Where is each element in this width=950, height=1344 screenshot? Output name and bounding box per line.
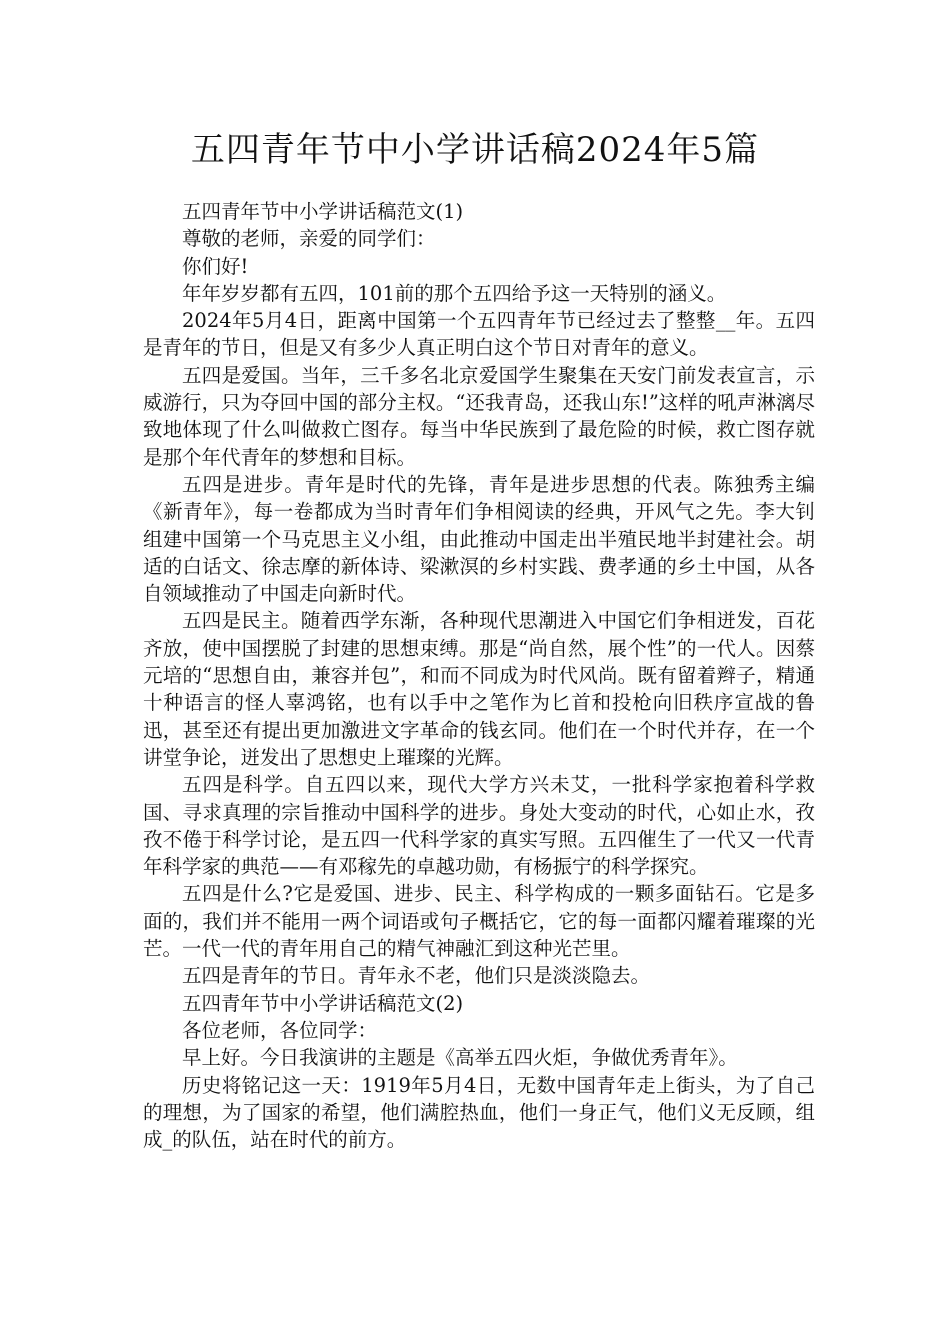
paragraph: 历史将铭记这一天：1919年5月4日，无数中国青年走上街头，为了自己的理想，为了国家的希望，他们满腔热血，他们一身正气，他们义无反顾，组成_的队伍，站在时代的前方。 [143, 1073, 815, 1152]
paragraph: 五四是青年的节日。青年永不老，他们只是淡淡隐去。 [182, 964, 651, 988]
paragraph: 早上好。今日我演讲的主题是《高举五四火炬，争做优秀青年》。 [182, 1046, 738, 1070]
greeting: 你们好! [182, 254, 249, 278]
paragraph: 五四是民主。随着西学东渐，各种现代思潮进入中国它们争相迸发，百花齐放，使中国摆脱了封建的思想束缚。那是“尚自然，展个性”的一代人。因蔡元培的“思想自由，兼容并包”，和而不同成为时代风尚。既有留着辫子，精通十种语言的怪人辜鸿铭，也有以手中之笔作为匕首和投枪向旧秩序宣战的鲁迅，甚至还有提出更加激进文字革命的钱玄同。他们在一个时代并存，在一个讲堂争论，迸发出了思想史上璀璨的光辉。 [143, 609, 815, 769]
document-body [143, 198, 815, 1153]
section-heading: 五四青年节中小学讲话稿范文(1) [182, 200, 464, 223]
salutation: 各位老师，各位同学： [182, 1018, 378, 1042]
paragraph: 2024年5月4日，距离中国第一个五四青年节已经过去了整整__年。五四是青年的节日，但是又有多少人真正明白这个节日对青年的意义。 [143, 309, 815, 360]
paragraph: 年年岁岁都有五四，101前的那个五四给予这一天特别的涵义。 [182, 281, 727, 305]
paragraph: 五四是爱国。当年，三千多名北京爱国学生聚集在天安门前发表宣言，示威游行，只为夺回中国的部分主权。“还我青岛，还我山东!”这样的吼声淋漓尽致地体现了什么叫做救亡图存。每当中华民族到了最危险的时候，救亡图存就是那个年代青年的梦想和目标。 [143, 363, 815, 469]
salutation: 尊敬的老师，亲爱的同学们： [182, 227, 436, 251]
paragraph: 五四是进步。青年是时代的先锋，青年是进步思想的代表。陈独秀主编《新青年》，每一卷都成为当时青年们争相阅读的经典，开风气之先。李大钊组建中国第一个马克思主义小组，由此推动中国走出半殖民地半封建社会。胡适的白话文、徐志摩的新体诗、梁漱溟的乡村实践、费孝通的乡土中国，从各自领域推动了中国走向新时代。 [143, 472, 815, 606]
paragraph: 五四是什么?它是爱国、进步、民主、科学构成的一颗多面钻石。它是多面的，我们并不能用一两个词语或句子概括它，它的每一面都闪耀着璀璨的光芒。一代一代的青年用自己的精气神融汇到这种光芒里。 [143, 882, 815, 961]
paragraph: 五四是科学。自五四以来，现代大学方兴未艾，一批科学家抱着科学救国、寻求真理的宗旨推动中国科学的进步。身处大变动的时代，心如止水，孜孜不倦于科学讨论，是五四一代科学家的真实写照。五四催生了一代又一代青年科学家的典范——有邓稼先的卓越功勋，有杨振宁的科学探究。 [143, 773, 815, 879]
section-heading: 五四青年节中小学讲话稿范文(2) [182, 991, 464, 1015]
document-title: 五四青年节中小学讲话稿2024年5篇 [190, 130, 760, 170]
